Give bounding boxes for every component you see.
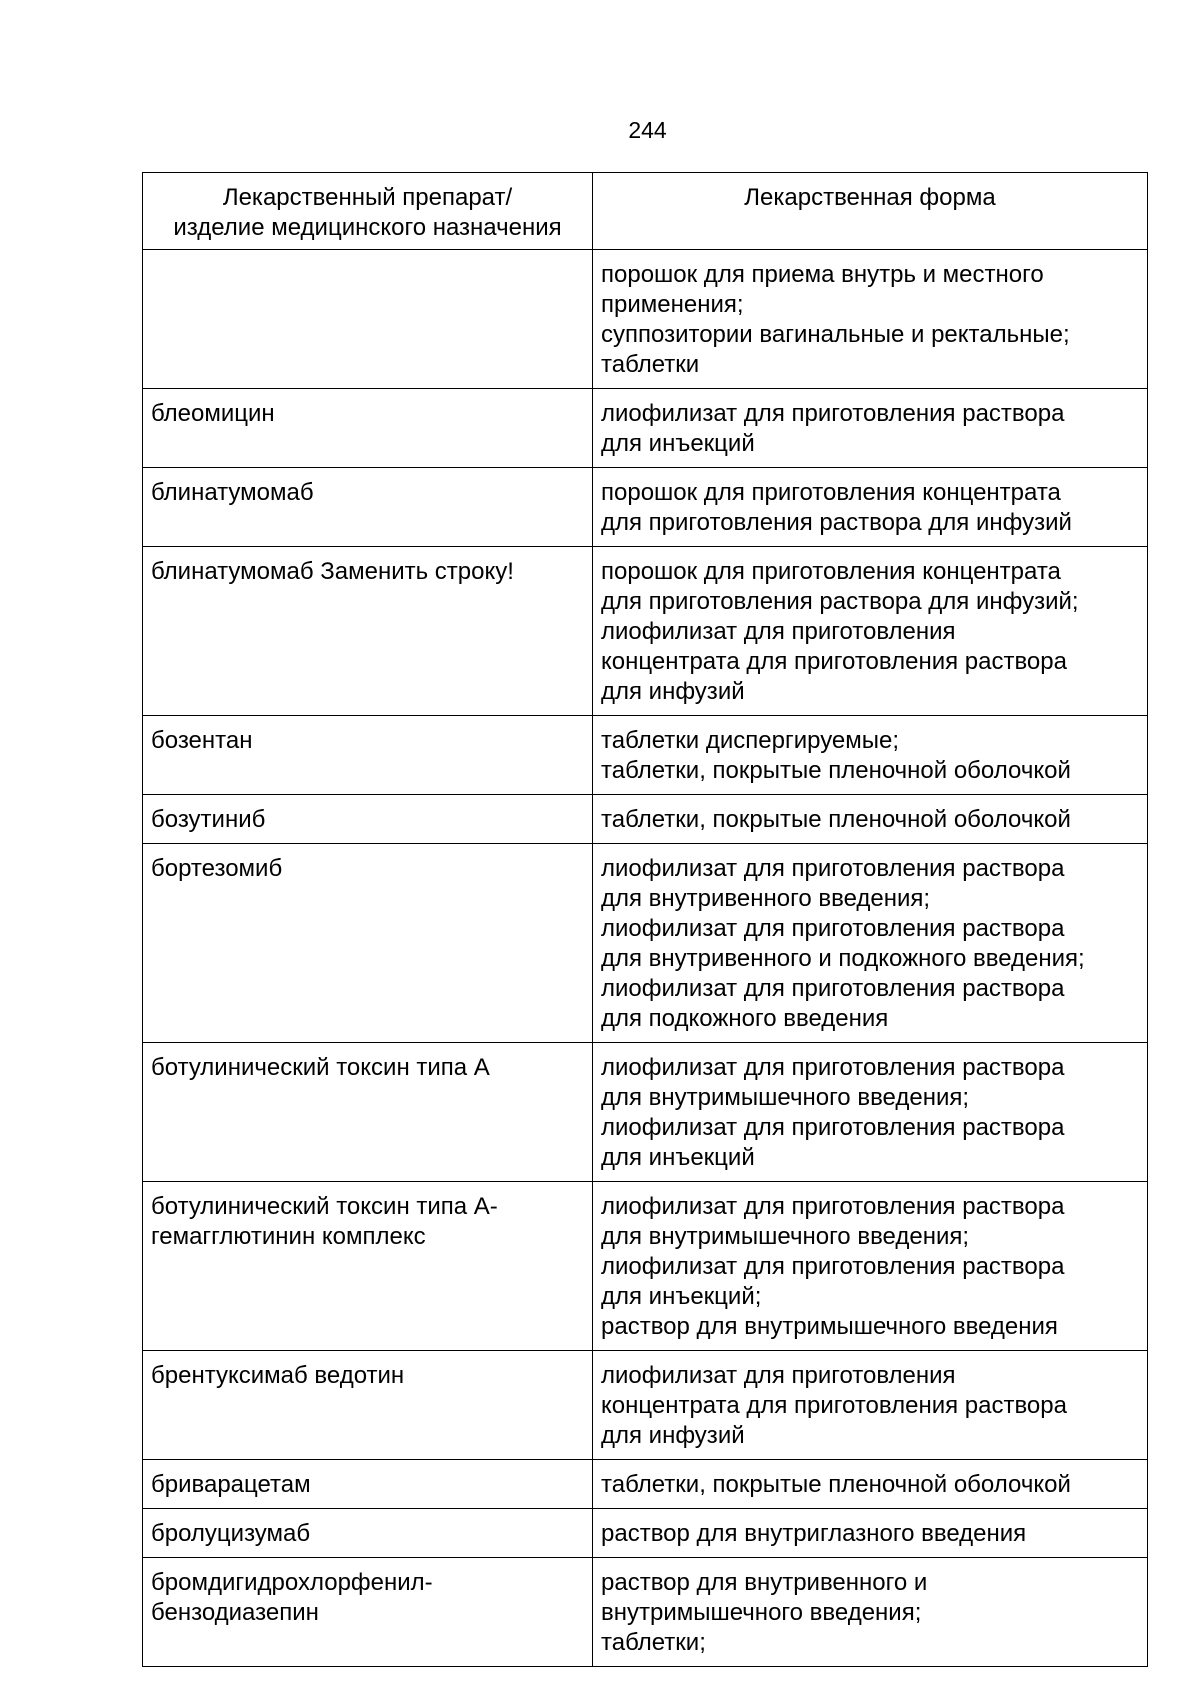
- table-row: [143, 1182, 1148, 1351]
- drug-name: бортезомиб: [151, 855, 283, 882]
- table-row: [143, 1351, 1148, 1460]
- dosage-form-line: лиофилизат для приготовления раствора: [601, 1253, 1065, 1280]
- drug-name-cell: [143, 389, 593, 468]
- table-row: [143, 1043, 1148, 1182]
- dosage-form-line: таблетки, покрытые пленочной оболочкой: [601, 806, 1071, 833]
- dosage-form-cell: [593, 1509, 1148, 1558]
- dosage-form-line: лиофилизат для приготовления раствора: [601, 1114, 1065, 1141]
- drug-name: бромдигидрохлорфенил-: [151, 1569, 433, 1596]
- drug-name: ботулинический токсин типа A-: [151, 1193, 498, 1220]
- dosage-form-cell: [593, 716, 1148, 795]
- table-row: [143, 716, 1148, 795]
- dosage-form-line: концентрата для приготовления раствора: [601, 648, 1067, 675]
- drug-name: бензодиазепин: [151, 1599, 319, 1626]
- dosage-form-line: для инъекций: [601, 430, 755, 457]
- drug-name-cell: [143, 468, 593, 547]
- dosage-form-cell: [593, 547, 1148, 716]
- table-row: [143, 389, 1148, 468]
- dosage-form-cell: [593, 795, 1148, 844]
- dosage-form-line: раствор для внутриглазного введения: [601, 1520, 1027, 1547]
- dosage-form-line: для внутримышечного введения;: [601, 1084, 970, 1111]
- dosage-form-cell: [593, 1558, 1148, 1667]
- table-row: [143, 1509, 1148, 1558]
- table-header-row: [143, 173, 1148, 250]
- drug-name: гемагглютинин комплекс: [151, 1223, 426, 1250]
- drug-name: блинатумомаб Заменить строку!: [151, 558, 514, 585]
- dosage-form-line: порошок для приготовления концентрата: [601, 479, 1061, 506]
- dosage-form-line: раствор для внутримышечного введения: [601, 1313, 1058, 1340]
- header-form: [593, 173, 1148, 250]
- dosage-form-line: порошок для приема внутрь и местного: [601, 261, 1044, 288]
- dosage-form-line: для подкожного введения: [601, 1005, 889, 1032]
- drug-name: брентуксимаб ведотин: [151, 1362, 405, 1389]
- dosage-form-line: для внутривенного введения;: [601, 885, 931, 912]
- header-drug-line: Лекарственный препарат/: [222, 184, 513, 211]
- header-drug-line: изделие медицинского назначения: [173, 214, 562, 241]
- dosage-form-line: для приготовления раствора для инфузий;: [601, 588, 1079, 615]
- dosage-form-line: для инъекций: [601, 1144, 755, 1171]
- table-body: [143, 250, 1148, 1667]
- drug-name: бозутиниб: [151, 806, 266, 833]
- dosage-form-line: лиофилизат для приготовления раствора: [601, 400, 1065, 427]
- dosage-form-line: для приготовления раствора для инфузий: [601, 509, 1072, 536]
- drug-name-cell: [143, 716, 593, 795]
- drug-name: бриварацетам: [151, 1471, 311, 1498]
- dosage-form-line: лиофилизат для приготовления: [601, 1362, 956, 1389]
- drug-name-cell: [143, 1558, 593, 1667]
- dosage-form-line: для внутривенного и подкожного введения;: [601, 945, 1085, 972]
- dosage-form-line: суппозитории вагинальные и ректальные;: [601, 321, 1070, 348]
- drug-name-cell: [143, 1509, 593, 1558]
- dosage-form-line: таблетки: [601, 351, 700, 378]
- dosage-form-line: порошок для приготовления концентрата: [601, 558, 1061, 585]
- dosage-form-line: применения;: [601, 291, 744, 318]
- dosage-form-cell: [593, 1460, 1148, 1509]
- dosage-form-cell: [593, 468, 1148, 547]
- drug-name: блинатумомаб: [151, 479, 314, 506]
- dosage-form-cell: [593, 1043, 1148, 1182]
- drug-name-cell: [143, 795, 593, 844]
- table-row: [143, 547, 1148, 716]
- header-form-line: Лекарственная форма: [744, 184, 996, 211]
- dosage-form-line: лиофилизат для приготовления: [601, 618, 956, 645]
- dosage-form-line: лиофилизат для приготовления раствора: [601, 855, 1065, 882]
- dosage-form-line: таблетки, покрытые пленочной оболочкой: [601, 757, 1071, 784]
- dosage-form-line: для внутримышечного введения;: [601, 1223, 970, 1250]
- dosage-form-cell: [593, 250, 1148, 389]
- dosage-form-line: таблетки диспергируемые;: [601, 727, 900, 754]
- page-number: 244: [628, 117, 667, 143]
- drug-name-cell: [143, 250, 593, 389]
- dosage-form-cell: [593, 389, 1148, 468]
- dosage-form-line: лиофилизат для приготовления раствора: [601, 975, 1065, 1002]
- drug-name: ботулинический токсин типа A: [151, 1054, 490, 1081]
- dosage-form-line: лиофилизат для приготовления раствора: [601, 1054, 1065, 1081]
- table-row: [143, 1558, 1148, 1667]
- dosage-form-cell: [593, 1351, 1148, 1460]
- table-row: [143, 468, 1148, 547]
- drug-name-cell: [143, 844, 593, 1043]
- table-row: [143, 844, 1148, 1043]
- dosage-form-line: для инфузий: [601, 678, 745, 705]
- table-row: [143, 1460, 1148, 1509]
- drug-name-cell: [143, 1043, 593, 1182]
- header-drug: [143, 173, 593, 250]
- dosage-form-line: внутримышечного введения;: [601, 1599, 922, 1626]
- dosage-form-line: таблетки;: [601, 1629, 706, 1656]
- drug-name: бозентан: [151, 727, 253, 754]
- drug-name-cell: [143, 1351, 593, 1460]
- drug-name-cell: [143, 1460, 593, 1509]
- dosage-form-cell: [593, 844, 1148, 1043]
- drug-name: блеомицин: [151, 400, 275, 427]
- drug-table: [142, 172, 1148, 1667]
- dosage-form-line: раствор для внутривенного и: [601, 1569, 928, 1596]
- dosage-form-line: для инфузий: [601, 1422, 745, 1449]
- drug-name-cell: [143, 547, 593, 716]
- dosage-form-cell: [593, 1182, 1148, 1351]
- table-row: [143, 795, 1148, 844]
- dosage-form-line: лиофилизат для приготовления раствора: [601, 1193, 1065, 1220]
- dosage-form-line: таблетки, покрытые пленочной оболочкой: [601, 1471, 1071, 1498]
- dosage-form-line: лиофилизат для приготовления раствора: [601, 915, 1065, 942]
- drug-name: бролуцизумаб: [151, 1520, 311, 1547]
- drug-name-cell: [143, 1182, 593, 1351]
- dosage-form-line: концентрата для приготовления раствора: [601, 1392, 1067, 1419]
- dosage-form-line: для инъекций;: [601, 1283, 762, 1310]
- table-row: [143, 250, 1148, 389]
